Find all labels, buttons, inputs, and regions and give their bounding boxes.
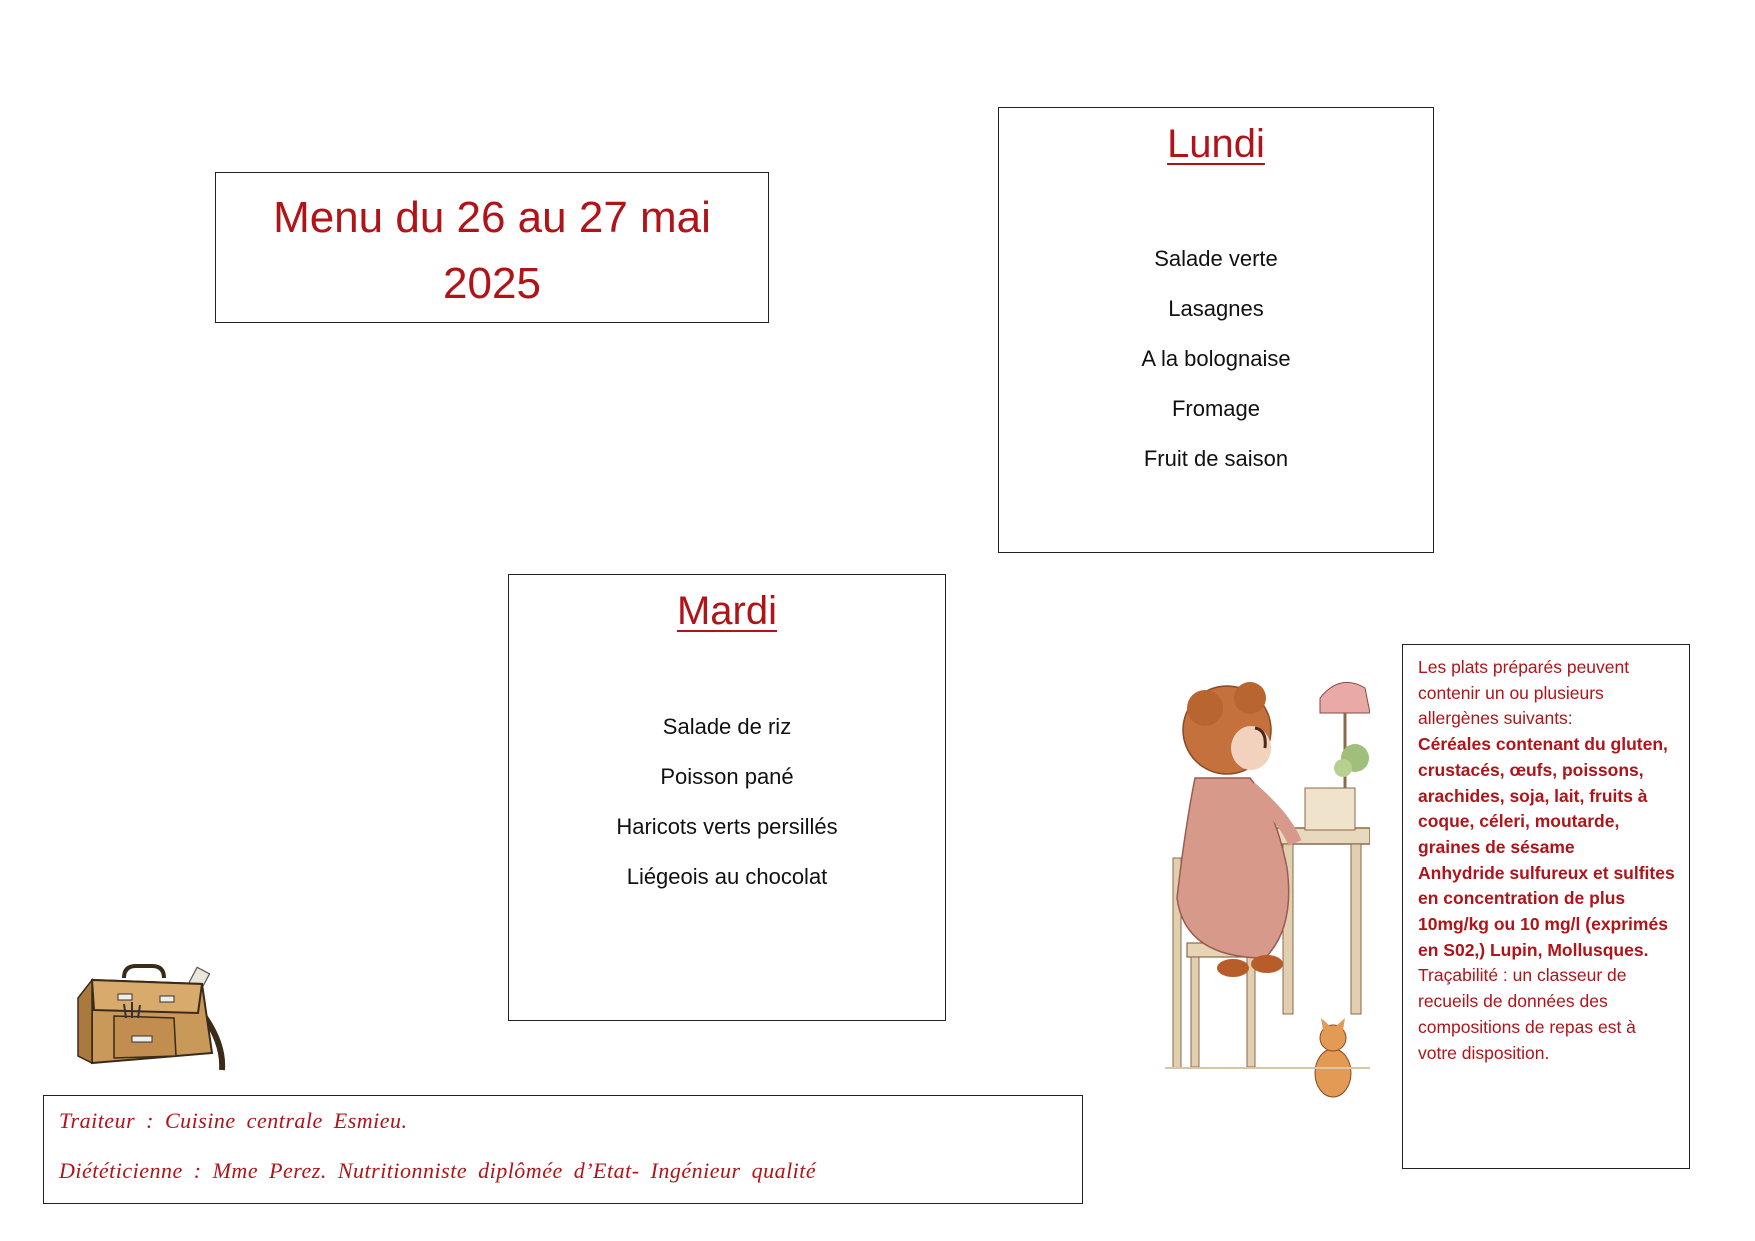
allergen-info-box bbox=[1402, 644, 1690, 1169]
menu-item: Lasagnes bbox=[1168, 296, 1264, 321]
mardi-menu-box bbox=[508, 574, 946, 1021]
menu-item: Haricots verts persillés bbox=[616, 814, 838, 839]
menu-item: A la bolognaise bbox=[1141, 346, 1291, 371]
lundi-title: Lundi bbox=[1167, 122, 1265, 166]
allergen-list-1: Céréales contenant du gluten, crustacés, œufs, poissons, arachides, soja, lait, fruits à coque, céleri, moutarde, graines de sésame bbox=[1418, 734, 1668, 857]
menu-item: Poisson pané bbox=[660, 764, 794, 789]
menu-title-box bbox=[215, 172, 769, 323]
menu-item: Liégeois au chocolat bbox=[626, 864, 828, 889]
girl-writing-at-desk-illustration bbox=[1155, 668, 1370, 1118]
lundi-menu-box bbox=[998, 107, 1434, 553]
mardi-items bbox=[509, 702, 945, 902]
schoolbag-illustration bbox=[74, 958, 234, 1078]
lundi-items bbox=[999, 234, 1433, 484]
dietitian-text: Diététicienne : Mme Perez. Nutritionniste diplômée d’Etat- Ingénieur qualité bbox=[59, 1158, 817, 1183]
allergen-text bbox=[1418, 655, 1678, 1066]
mardi-title: Mardi bbox=[676, 589, 778, 633]
menu-item: Salade de riz bbox=[662, 714, 792, 739]
menu-title bbox=[216, 185, 768, 317]
menu-title-line1: Menu du 26 au 27 mai bbox=[273, 193, 711, 242]
caterer-text: Traiteur : Cuisine centrale Esmieu. bbox=[59, 1108, 408, 1133]
allergen-intro: Les plats préparés peuvent contenir un ou plusieurs allergènes suivants: bbox=[1418, 657, 1630, 729]
menu-item: Fruit de saison bbox=[1143, 446, 1289, 471]
traceability-text: Traçabilité : un classeur de recueils de données des compositions de repas est à votre disposition. bbox=[1418, 965, 1636, 1063]
menu-item: Salade verte bbox=[1154, 246, 1278, 271]
menu-title-line2: 2025 bbox=[443, 259, 541, 308]
menu-item: Fromage bbox=[1171, 396, 1261, 421]
allergen-list-2: Anhydride sulfureux et sulfites en concentration de plus 10mg/kg ou 10 mg/l (exprimés en S02,) Lupin, Mollusques. bbox=[1418, 862, 1675, 960]
caterer-info-box bbox=[43, 1095, 1083, 1204]
